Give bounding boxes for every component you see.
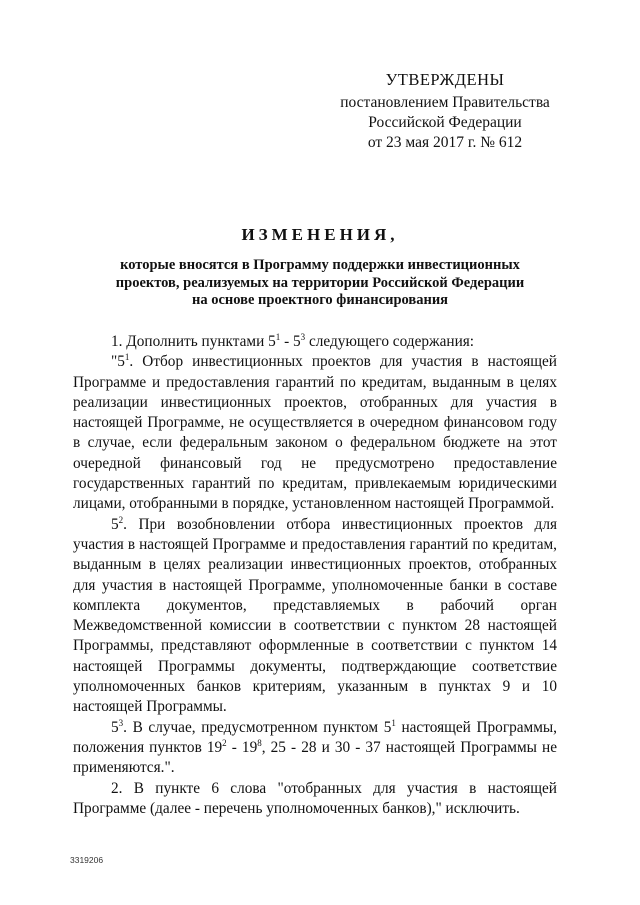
paragraph-5-2 [73, 515, 557, 718]
paragraph-number: 5 [111, 718, 119, 736]
paragraph-text: . Отбор инвестиционных проектов для участия в настоящей Программе и предоставления гарантий по кредитам, выданным в целях реализации инвестиционных проектов, отобранных для участия в настоящей Программе, не осуществляется в очередном финансовом году в случае, если федеральным законом о федеральном бюджете на этот очередной финансовый год не предусмотрено предоставление государственных гарантий по кредитам, привлекаемым юридическими лицами, отобранными в порядке, установленном настоящей Программой. [73, 353, 557, 513]
superscript: 3 [300, 331, 306, 342]
paragraph-text: настоящей Программы, положения пунктов 19 [73, 718, 557, 756]
paragraph-text: - 19 [226, 738, 258, 756]
item-1-paragraph [73, 332, 557, 352]
title-block [72, 225, 568, 310]
superscript: 8 [257, 737, 262, 748]
superscript: 1 [124, 352, 130, 363]
document-title: ИЗМЕНЕНИЯ, [241, 225, 399, 244]
paragraph-number: 5 [111, 515, 119, 533]
superscript: 1 [275, 331, 281, 342]
item-1-text: 1. Дополнить пунктами 5 [111, 333, 276, 350]
paragraph-text: . В случае, предусмотренном пунктом 5 [123, 718, 392, 736]
superscript: 2 [118, 514, 124, 525]
item-1-text: - 5 [280, 333, 301, 350]
paragraph-5-3 [73, 718, 557, 779]
approval-line-date-number: от 23 мая 2017 г. № 612 [367, 134, 523, 151]
approval-line-decree: постановлением Правительства [340, 94, 550, 111]
superscript: 2 [222, 737, 227, 748]
paragraph-number: "5 [111, 353, 125, 371]
paragraph-text: . При возобновлении отбора инвестиционных проектов для участия в настоящей Программе и предоставления гарантий по кредитам, выданным в целях реализации инвестиционных проектов, отобранных для участия в настоящей Программе, уполномоченные банки в составе комплекта документов, представляемых в рабочий орган Межведомственной комиссии в соответствии с пунктом 28 настоящей Программы, представляют оформленные в соответствии с пунктом 14 настоящей Программы документы, подтверждающие соответствие уполномоченных банков критериям, указанным в пунктах 9 и 10 настоящей Программы. [73, 515, 557, 716]
document-subtitle-line: на основе проектного финансирования [191, 292, 449, 308]
document-subtitle-line: проектов, реализуемых на территории Российской Федерации [115, 274, 525, 291]
item-1-text: следующего содержания: [305, 333, 475, 350]
paragraph-5-1 [73, 352, 557, 514]
superscript: 3 [118, 717, 124, 728]
superscript: 1 [391, 717, 396, 728]
document-subtitle-line: которые вносятся в Программу поддержки инвестиционных [120, 257, 520, 273]
approval-line-government: Российской Федерации [368, 114, 522, 131]
approval-block [330, 70, 560, 153]
paragraph-text: , 25 - 28 и 30 - 37 настоящей Программы не применяются.". [73, 738, 557, 777]
document-code: 3319206 [70, 855, 104, 865]
approval-heading: УТВЕРЖДЕНЫ [385, 70, 505, 89]
document-body [73, 332, 557, 819]
item-2-paragraph: 2. В пункте 6 слова "отобранных для участия в настоящей Программе (далее - перечень уполномоченных банков)," исключить. [73, 779, 557, 817]
